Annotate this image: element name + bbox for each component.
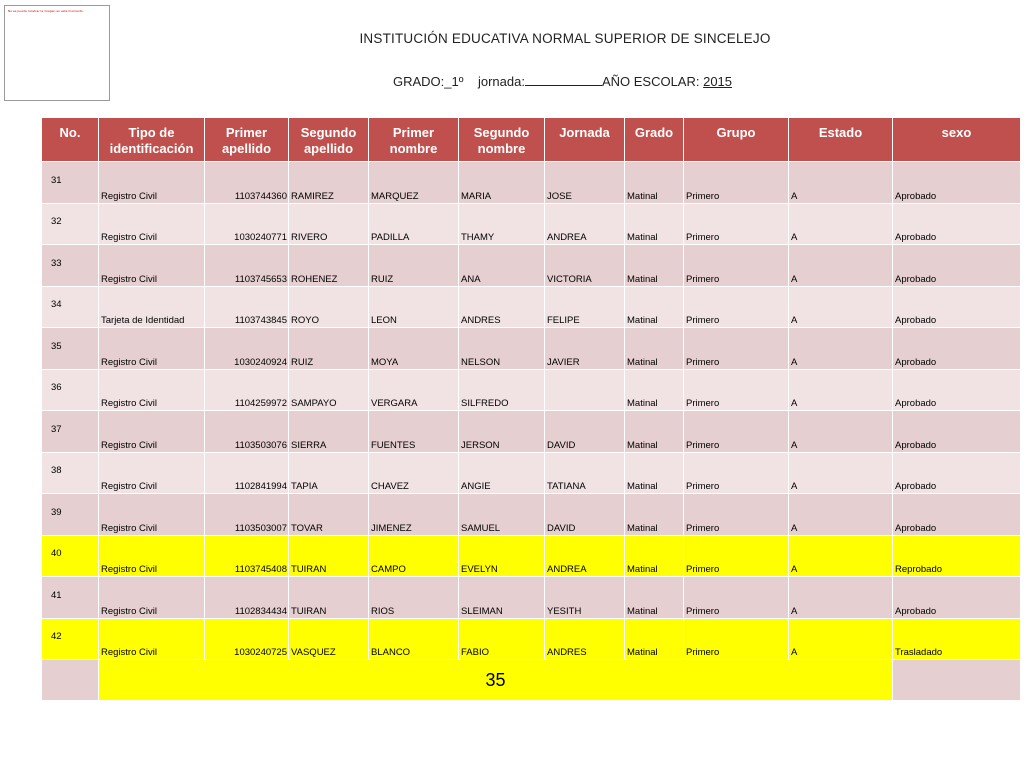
- cell-id: 1030240924: [205, 328, 289, 370]
- cell-nom2: VICTORIA: [545, 245, 625, 287]
- cell-ap1: VASQUEZ: [289, 618, 369, 660]
- grado-value: _1º: [444, 74, 464, 89]
- grade-line: [393, 74, 732, 89]
- cell-id: 1103503076: [205, 411, 289, 453]
- cell-id: 1103745408: [205, 535, 289, 577]
- logo-image-placeholder: [4, 5, 110, 101]
- cell-grupo: A: [789, 328, 893, 370]
- anio-label: AÑO ESCOLAR:: [601, 74, 704, 89]
- broken-image-text: No se puede mostrar la imagen en este momento.: [8, 9, 84, 13]
- cell-no: [42, 535, 99, 577]
- cell-jornada: Matinal: [625, 162, 684, 204]
- total-row: [42, 660, 1021, 701]
- total-blank-cell: [893, 660, 1021, 701]
- cell-id: 1103744360: [205, 162, 289, 204]
- institution-title: INSTITUCIÓN EDUCATIVA NORMAL SUPERIOR DE SINCELEJO: [359, 31, 771, 46]
- cell-estado: Aprobado: [893, 286, 1021, 328]
- cell-ap2: RUIZ: [369, 245, 459, 287]
- cell-ap1: RUIZ: [289, 328, 369, 370]
- column-header: No.: [42, 118, 99, 162]
- jornada-label: jornada:: [477, 74, 525, 89]
- cell-no: [42, 328, 99, 370]
- cell-ap2: VERGARA: [369, 369, 459, 411]
- cell-grupo: A: [789, 245, 893, 287]
- cell-ap2: MARQUEZ: [369, 162, 459, 204]
- table-row: [42, 203, 1021, 245]
- anio-value: 2015: [703, 74, 733, 89]
- cell-ap2: BLANCO: [369, 618, 459, 660]
- cell-estado: Aprobado: [893, 203, 1021, 245]
- row-number: 40: [51, 548, 62, 560]
- cell-ap1: RIVERO: [289, 203, 369, 245]
- table-row: [42, 452, 1021, 494]
- cell-ap2: RIOS: [369, 577, 459, 619]
- cell-id: 1104259972: [205, 369, 289, 411]
- cell-grado: Primero: [684, 535, 789, 577]
- cell-nom2: DAVID: [545, 411, 625, 453]
- cell-estado: Aprobado: [893, 577, 1021, 619]
- cell-estado: Aprobado: [893, 328, 1021, 370]
- cell-grado: Primero: [684, 328, 789, 370]
- cell-jornada: Matinal: [625, 535, 684, 577]
- column-header: Primer apellido: [205, 118, 289, 162]
- cell-estado: Aprobado: [893, 452, 1021, 494]
- cell-nom1: SILFREDO: [459, 369, 545, 411]
- column-header: Grupo: [684, 118, 789, 162]
- cell-nom1: SLEIMAN: [459, 577, 545, 619]
- cell-nom2: ANDRES: [545, 618, 625, 660]
- cell-id: 1030240725: [205, 618, 289, 660]
- column-header: Segundo nombre: [459, 118, 545, 162]
- cell-ap2: CHAVEZ: [369, 452, 459, 494]
- row-number: 38: [51, 465, 62, 477]
- table-row: [42, 494, 1021, 536]
- cell-tipo: Registro Civil: [99, 535, 205, 577]
- row-number: 31: [51, 174, 62, 186]
- cell-nom2: ANDREA: [545, 535, 625, 577]
- cell-grado: Primero: [684, 369, 789, 411]
- cell-nom1: THAMY: [459, 203, 545, 245]
- cell-jornada: Matinal: [625, 328, 684, 370]
- table-row: [42, 411, 1021, 453]
- cell-grado: Primero: [684, 494, 789, 536]
- cell-no: [42, 494, 99, 536]
- cell-nom1: JERSON: [459, 411, 545, 453]
- table-row: [42, 535, 1021, 577]
- cell-grado: Primero: [684, 203, 789, 245]
- cell-estado: Trasladado: [893, 618, 1021, 660]
- cell-grupo: A: [789, 535, 893, 577]
- total-count: 35: [99, 660, 893, 701]
- column-header: Grado: [625, 118, 684, 162]
- cell-estado: Aprobado: [893, 245, 1021, 287]
- cell-no: [42, 286, 99, 328]
- cell-grupo: A: [789, 286, 893, 328]
- cell-id: 1103743845: [205, 286, 289, 328]
- grado-label: GRADO:: [393, 74, 445, 89]
- cell-jornada: Matinal: [625, 494, 684, 536]
- cell-grupo: A: [789, 452, 893, 494]
- cell-nom2: FELIPE: [545, 286, 625, 328]
- column-header: Estado: [789, 118, 893, 162]
- table-row: [42, 328, 1021, 370]
- cell-tipo: Registro Civil: [99, 203, 205, 245]
- cell-estado: Aprobado: [893, 162, 1021, 204]
- cell-id: 1030240771: [205, 203, 289, 245]
- cell-nom2: JOSE: [545, 162, 625, 204]
- cell-tipo: Registro Civil: [99, 162, 205, 204]
- row-number: 33: [51, 257, 62, 269]
- cell-no: [42, 452, 99, 494]
- cell-ap1: ROYO: [289, 286, 369, 328]
- cell-ap1: SAMPAYO: [289, 369, 369, 411]
- row-number: 34: [51, 299, 62, 311]
- row-number: 39: [51, 506, 62, 518]
- cell-no: [42, 577, 99, 619]
- cell-grupo: A: [789, 162, 893, 204]
- cell-nom1: FABIO: [459, 618, 545, 660]
- cell-tipo: Registro Civil: [99, 411, 205, 453]
- cell-tipo: Registro Civil: [99, 618, 205, 660]
- cell-nom1: SAMUEL: [459, 494, 545, 536]
- column-header: Segundo apellido: [289, 118, 369, 162]
- cell-tipo: Registro Civil: [99, 577, 205, 619]
- column-header: sexo: [893, 118, 1021, 162]
- cell-grado: Primero: [684, 411, 789, 453]
- student-table: [41, 117, 1021, 701]
- cell-ap1: TUIRAN: [289, 535, 369, 577]
- cell-grupo: A: [789, 577, 893, 619]
- cell-no: [42, 411, 99, 453]
- cell-nom2: YESITH: [545, 577, 625, 619]
- cell-jornada: Matinal: [625, 203, 684, 245]
- cell-tipo: Registro Civil: [99, 494, 205, 536]
- row-number: 41: [51, 589, 62, 601]
- cell-tipo: Registro Civil: [99, 369, 205, 411]
- cell-no: [42, 203, 99, 245]
- cell-nom1: MARIA: [459, 162, 545, 204]
- cell-tipo: Registro Civil: [99, 328, 205, 370]
- cell-ap1: TAPIA: [289, 452, 369, 494]
- cell-nom1: EVELYN: [459, 535, 545, 577]
- cell-ap2: PADILLA: [369, 203, 459, 245]
- cell-estado: Reprobado: [893, 535, 1021, 577]
- cell-tipo: Tarjeta de Identidad: [99, 286, 205, 328]
- column-header: Tipo de identificación: [99, 118, 205, 162]
- cell-id: 1103503007: [205, 494, 289, 536]
- cell-ap2: CAMPO: [369, 535, 459, 577]
- cell-grado: Primero: [684, 245, 789, 287]
- cell-id: 1103745653: [205, 245, 289, 287]
- cell-grado: Primero: [684, 286, 789, 328]
- cell-nom2: DAVID: [545, 494, 625, 536]
- cell-grupo: A: [789, 494, 893, 536]
- cell-nom1: ANDRES: [459, 286, 545, 328]
- row-number: 36: [51, 382, 62, 394]
- cell-tipo: Registro Civil: [99, 452, 205, 494]
- row-number: 35: [51, 340, 62, 352]
- cell-nom1: ANA: [459, 245, 545, 287]
- cell-jornada: Matinal: [625, 245, 684, 287]
- cell-no: [42, 369, 99, 411]
- cell-grado: Primero: [684, 452, 789, 494]
- cell-ap2: FUENTES: [369, 411, 459, 453]
- cell-ap1: RAMIREZ: [289, 162, 369, 204]
- cell-grado: Primero: [684, 577, 789, 619]
- cell-no: [42, 618, 99, 660]
- cell-nom2: JAVIER: [545, 328, 625, 370]
- row-number: 32: [51, 216, 62, 228]
- cell-jornada: Matinal: [625, 411, 684, 453]
- column-header: Jornada: [545, 118, 625, 162]
- cell-grupo: A: [789, 618, 893, 660]
- cell-grado: Primero: [684, 618, 789, 660]
- cell-jornada: Matinal: [625, 286, 684, 328]
- table-header-row: [42, 118, 1021, 162]
- cell-ap1: TUIRAN: [289, 577, 369, 619]
- jornada-blank: [525, 74, 602, 86]
- cell-estado: Aprobado: [893, 411, 1021, 453]
- cell-grado: Primero: [684, 162, 789, 204]
- cell-id: 1102834434: [205, 577, 289, 619]
- row-number: 37: [51, 423, 62, 435]
- cell-nom1: ANGIE: [459, 452, 545, 494]
- cell-jornada: Matinal: [625, 452, 684, 494]
- table-row: [42, 618, 1021, 660]
- cell-nom1: NELSON: [459, 328, 545, 370]
- table-row: [42, 286, 1021, 328]
- cell-jornada: Matinal: [625, 618, 684, 660]
- cell-grupo: A: [789, 203, 893, 245]
- cell-jornada: Matinal: [625, 577, 684, 619]
- cell-ap1: SIERRA: [289, 411, 369, 453]
- cell-jornada: Matinal: [625, 369, 684, 411]
- cell-nom2: TATIANA: [545, 452, 625, 494]
- cell-estado: Aprobado: [893, 494, 1021, 536]
- total-blank-cell: [42, 660, 99, 701]
- table-row: [42, 162, 1021, 204]
- cell-ap1: ROHENEZ: [289, 245, 369, 287]
- cell-id: 1102841994: [205, 452, 289, 494]
- table-row: [42, 577, 1021, 619]
- cell-ap2: MOYA: [369, 328, 459, 370]
- cell-grupo: A: [789, 369, 893, 411]
- cell-no: [42, 245, 99, 287]
- cell-nom2: ANDREA: [545, 203, 625, 245]
- cell-ap2: LEON: [369, 286, 459, 328]
- cell-estado: Aprobado: [893, 369, 1021, 411]
- cell-ap2: JIMENEZ: [369, 494, 459, 536]
- row-number: 42: [51, 631, 62, 643]
- table-row: [42, 369, 1021, 411]
- cell-no: [42, 162, 99, 204]
- cell-grupo: A: [789, 411, 893, 453]
- cell-tipo: Registro Civil: [99, 245, 205, 287]
- column-header: Primer nombre: [369, 118, 459, 162]
- table-row: [42, 245, 1021, 287]
- cell-nom2: [545, 369, 625, 411]
- cell-ap1: TOVAR: [289, 494, 369, 536]
